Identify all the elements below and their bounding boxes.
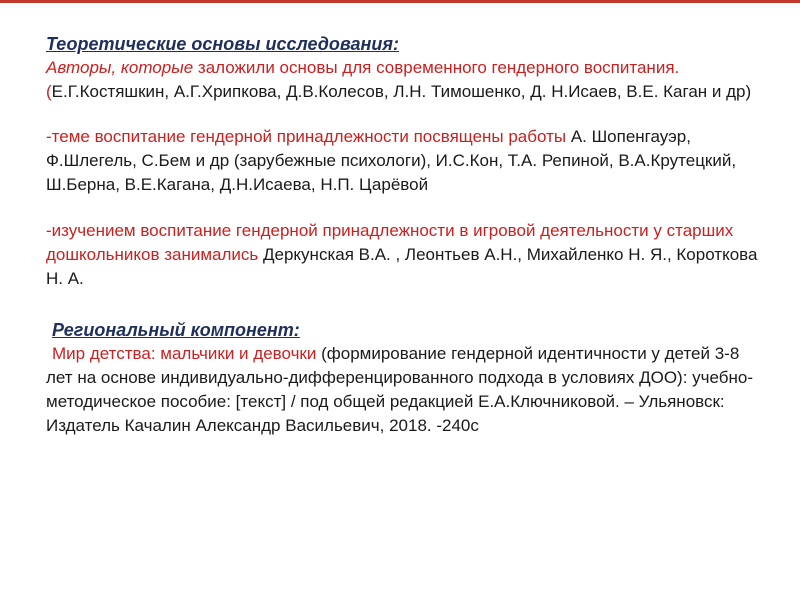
gender-works-lead: -теме воспитание гендерной принадлежности посвящены работы (46, 127, 567, 146)
authors-names: Е.Г.Костяшкин, А.Г.Хрипкова, Д.В.Колесов, Л.Н. Тимошенко, Д. Н.Исаев, В.Е. Каган и др) (51, 82, 752, 101)
regional-heading: Региональный компонент: (52, 320, 300, 340)
theory-heading: Теоретические основы исследования: (46, 34, 399, 54)
slide-content (46, 32, 766, 438)
top-accent-bar (0, 0, 800, 3)
game-activity-lead: -изучением воспитание гендерной принадлежности в игровой деятельности у старших дошкольников занимались (46, 221, 734, 264)
authors-intro-rest: заложили основы для современного гендерного воспитания.( (46, 58, 680, 101)
gender-works-names: А. Шопенгауэр, Ф.Шлегель, С.Бем и др (зарубежные психологи), И.С.Кон, Т.А. Репиной, В.А.Крутецкий, Ш.Берна, В.Е.Кагана, Д.Н.Исаева, Н.П. Царёвой (46, 127, 737, 194)
game-activity-paragraph (46, 219, 766, 291)
authors-intro-italic: Авторы, которые (46, 58, 194, 77)
game-activity-names: Деркунская В.А. , Леонтьев А.Н., Михайленко Н. Я., Короткова Н. А. (46, 245, 758, 288)
regional-book-description: (формирование гендерной идентичности у детей 3-8 лет на основе индивидуально-дифференцированного подхода в условиях ДОО): учебно-методическое пособие: [текст] / под общей редакцией Е.А.Ключниковой. – Ульяновск: Издатель Качалин Александр Васильевич, 2018. -240с (46, 344, 754, 435)
authors-paragraph (46, 56, 766, 104)
regional-paragraph (46, 342, 766, 438)
regional-book-title: Мир детства: мальчики и девочки (52, 344, 317, 363)
gender-works-paragraph (46, 125, 766, 197)
